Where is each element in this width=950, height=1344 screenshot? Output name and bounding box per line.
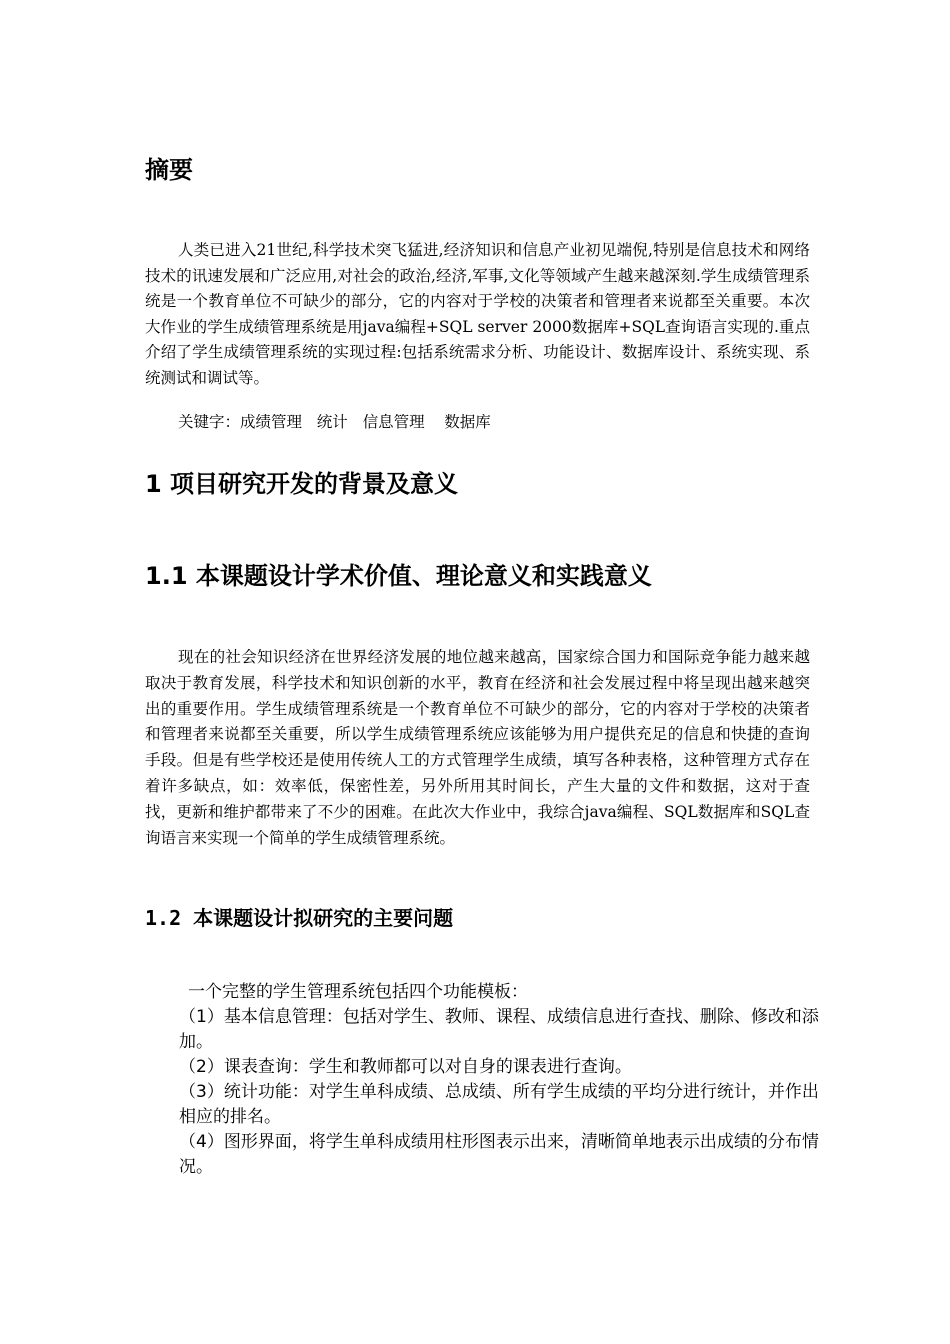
abstract-paragraph: 人类已进入21世纪,科学技术突飞猛进,经济知识和信息产业初见端倪,特别是信息技术和网络技术的讯速发展和广泛应用,对社会的政治,经济,军事,文化等领域产生越来越深刻.学生成绩管理系统是一个教育单位不可缺少的部分，它的内容对于学校的决策者和管理者来说都至关重要。本次大作业的学生成绩管理系统是用java编程+SQL server 2000数据库+SQL查询语言实现的.重点介绍了学生成绩管理系统的实现过程:包括系统需求分析、功能设计、数据库设计、系统实现、系统测试和调试等。 <box>145 241 810 387</box>
section-1-1-paragraph: 现在的社会知识经济在世界经济发展的地位越来越高，国家综合国力和国际竞争能力越来越取决于教育发展，科学技术和知识创新的水平，教育在经济和社会发展过程中将呈现出越来越突出的重要作用。学生成绩管理系统是一个教育单位不可缺少的部分，它的内容对于学校的决策者和管理者来说都至关重要，所以学生成绩管理系统应该能够为用户提供充足的信息和快捷的查询手段。但是有些学校还是使用传统人工的方式管理学生成绩，填写各种表格，这种管理方式存在着许多缺点，如：效率低，保密性差，另外所用其时间长，产生大量的文件和数据，这对于查找，更新和维护都带来了不少的困难。在此次大作业中，我综合java编程、SQL数据库和SQL查询语言来实现一个简单的学生成绩管理系统。 <box>145 648 810 847</box>
section-1-heading: 1 项目研究开发的背景及意义 <box>145 470 459 498</box>
function-module-list <box>179 980 824 1180</box>
list-item: （2）课表查询：学生和教师都可以对自身的课表进行查询。 <box>179 1057 632 1077</box>
abstract-heading: 摘要 <box>145 156 193 184</box>
list-intro: 一个完整的学生管理系统包括四个功能模板： <box>188 982 528 1002</box>
keywords-line: 关键字：成绩管理 统计 信息管理 数据库 <box>178 413 491 431</box>
list-item: （4）图形界面，将学生单科成绩用柱形图表示出来，清晰简单地表示出成绩的分布情况。 <box>179 1132 819 1177</box>
list-item: （3）统计功能：对学生单科成绩、总成绩、所有学生成绩的平均分进行统计，并作出相应的排名。 <box>179 1082 819 1127</box>
section-1-1-heading: 1.1 本课题设计学术价值、理论意义和实践意义 <box>145 562 652 590</box>
list-item: （1）基本信息管理：包括对学生、教师、课程、成绩信息进行查找、删除、修改和添加。 <box>179 1007 819 1052</box>
section-1-2-heading: 1.2 本课题设计拟研究的主要问题 <box>145 906 454 930</box>
